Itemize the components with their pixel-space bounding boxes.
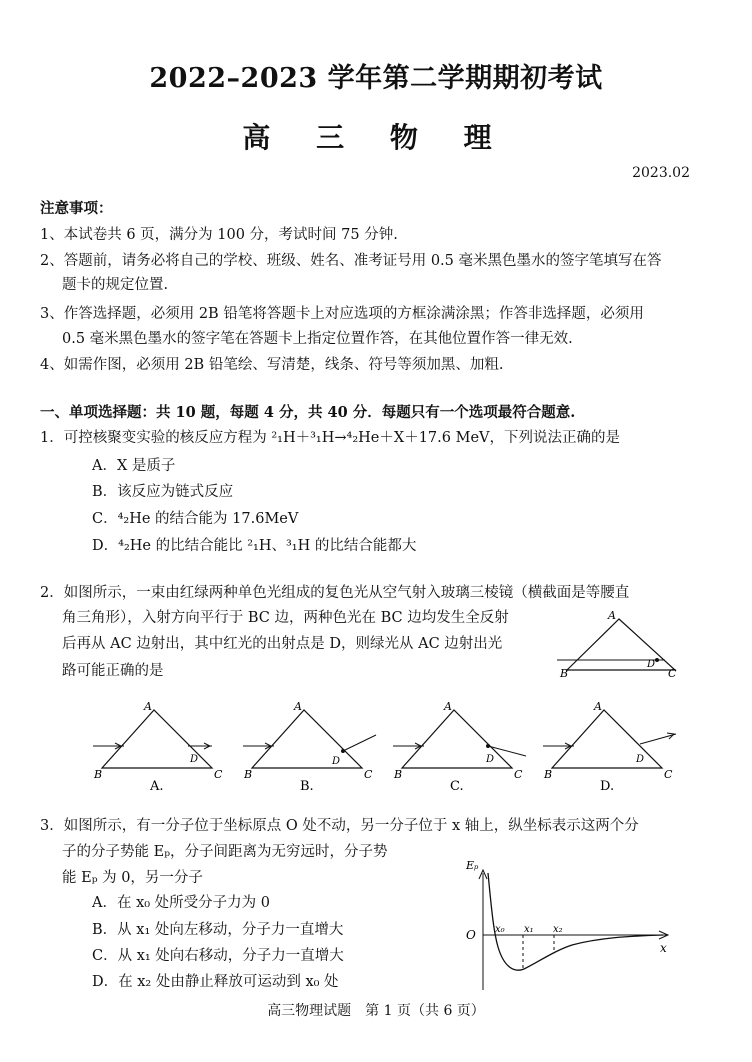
prism-triangle [252, 710, 362, 768]
q1-option-b: B．该反应为链式反应 [92, 484, 234, 500]
exam-subject: 高 三 物 理 [242, 121, 510, 154]
prism-triangle [552, 710, 662, 768]
q3-stem-line-2: 子的分子势能 Eₚ，分子间距离为无穷远时，分子势 [62, 844, 388, 860]
q2-choice-d-figure [538, 700, 680, 795]
page-footer: 高三物理试题 第 1 页（共 6 页） [267, 1003, 485, 1019]
q3-potential-energy-graph [458, 855, 683, 995]
notice-item-2-cont: 题卡的规定位置. [62, 277, 169, 293]
x0-label: x₀ [495, 924, 505, 935]
vertex-c-label: C [214, 768, 223, 781]
vertex-a-label: A [594, 700, 602, 713]
vertex-c-label: C [514, 768, 523, 781]
notice-item-3-cont: 0.5 毫米黑色墨水的签字笔在答题卡上指定位置作答，在其他位置作答一律无效. [62, 331, 573, 347]
vertex-a-label: A [294, 700, 302, 713]
notice-heading: 注意事项： [40, 200, 113, 217]
q2-stem-line-1: 2．如图所示，一束由红绿两种单色光组成的复色光从空气射入玻璃三棱镜（横截面是等腰直 [40, 585, 630, 601]
choice-b-label: B. [300, 779, 314, 794]
vertex-b-label: B [244, 768, 253, 781]
x2-label: x₂ [553, 924, 563, 935]
exit-ray [640, 734, 676, 744]
q3-stem-line-1: 3．如图所示，有一分子位于坐标原点 O 处不动，另一分子位于 x 轴上，纵坐标表示这两个分 [40, 818, 639, 834]
q3-option-a: A．在 x₀ 处所受分子力为 0 [92, 895, 271, 911]
q2-choice-a-figure [88, 700, 230, 795]
x1-label: x₁ [524, 924, 534, 935]
choice-c-label: C. [450, 779, 464, 794]
x-axis-label: x [660, 941, 667, 955]
notice-item-1: 1、本试卷共 6 页，满分为 100 分，考试时间 75 分钟. [40, 227, 398, 243]
vertex-b-label: B [94, 768, 103, 781]
q2-stem-line-3: 后再从 AC 边射出，其中红光的出射点是 D，则绿光从 AC 边射出光 [62, 636, 503, 652]
q2-stem-line-4: 路可能正确的是 [62, 663, 164, 679]
point-d-label: D [636, 754, 645, 765]
q3-option-d: D．在 x₂ 处由静止释放可运动到 x₀ 处 [92, 974, 339, 990]
vertex-b-label: B [560, 667, 569, 680]
vertex-c-label: C [364, 768, 373, 781]
q2-stem-line-2: 角三角形），入射方向平行于 BC 边，两种色光在 BC 边均发生全反射 [62, 610, 509, 626]
choice-d-label: D. [600, 779, 615, 794]
prism-triangle [567, 619, 675, 670]
section1-heading: 一、单项选择题：共 10 题，每题 4 分，共 40 分．每题只有一个选项最符合题意. [40, 404, 576, 421]
q1-option-a: A．X 是质子 [92, 458, 176, 474]
point-d-label: D [332, 756, 341, 767]
q3-option-b: B．从 x₁ 处向左移动，分子力一直增大 [92, 922, 344, 938]
point-d [341, 749, 345, 753]
q1-stem: 1．可控核聚变实验的核反应方程为 ²₁H＋³₁H→⁴₂He＋X＋17.6 MeV，下列说法正确的是 [40, 430, 620, 446]
vertex-b-label: B [394, 768, 403, 781]
exit-ray [343, 735, 376, 751]
vertex-a-label: A [144, 700, 152, 713]
vertex-c-label: C [664, 768, 673, 781]
exam-title: 2022–2023 学年第二学期期初考试 [149, 63, 603, 94]
q2-main-prism-figure [555, 605, 695, 680]
notice-item-4: 4、如需作图，必须用 2B 铅笔绘、写清楚，线条、符号等须加黑、加粗. [40, 357, 504, 373]
exam-date: 2023.02 [632, 165, 690, 181]
q2-choice-b-figure [238, 700, 380, 795]
point-d-label: D [647, 659, 656, 670]
vertex-b-label: B [544, 768, 553, 781]
q1-option-c: C．⁴₂He 的结合能为 17.6MeV [92, 511, 299, 527]
vertex-a-label: A [444, 700, 452, 713]
q3-stem-line-3: 能 Eₚ 为 0，另一分子 [62, 870, 203, 886]
q3-option-c: C．从 x₁ 处向右移动，分子力一直增大 [92, 948, 344, 964]
potential-curve [488, 873, 663, 970]
choice-a-label: A. [150, 779, 164, 794]
vertex-a-label: A [608, 609, 616, 622]
prism-triangle [402, 710, 512, 768]
y-axis-label: Eₚ [466, 859, 479, 872]
point-d [486, 744, 490, 748]
q1-option-d: D．⁴₂He 的比结合能比 ²₁H、³₁H 的比结合能都大 [92, 538, 417, 554]
point-d [655, 658, 659, 662]
origin-label: O [466, 928, 476, 942]
q2-choice-c-figure [388, 700, 530, 795]
notice-item-2: 2、答题前，请务必将自己的学校、班级、姓名、准考证号用 0.5 毫米黑色墨水的签字笔填写在答 [40, 253, 662, 269]
point-d-label: D [486, 754, 495, 765]
vertex-c-label: C [668, 667, 677, 680]
notice-item-3: 3、作答选择题，必须用 2B 铅笔将答题卡上对应选项的方框涂满涂黑；作答非选择题，必须用 [40, 306, 644, 322]
point-d-label: D [190, 754, 199, 765]
